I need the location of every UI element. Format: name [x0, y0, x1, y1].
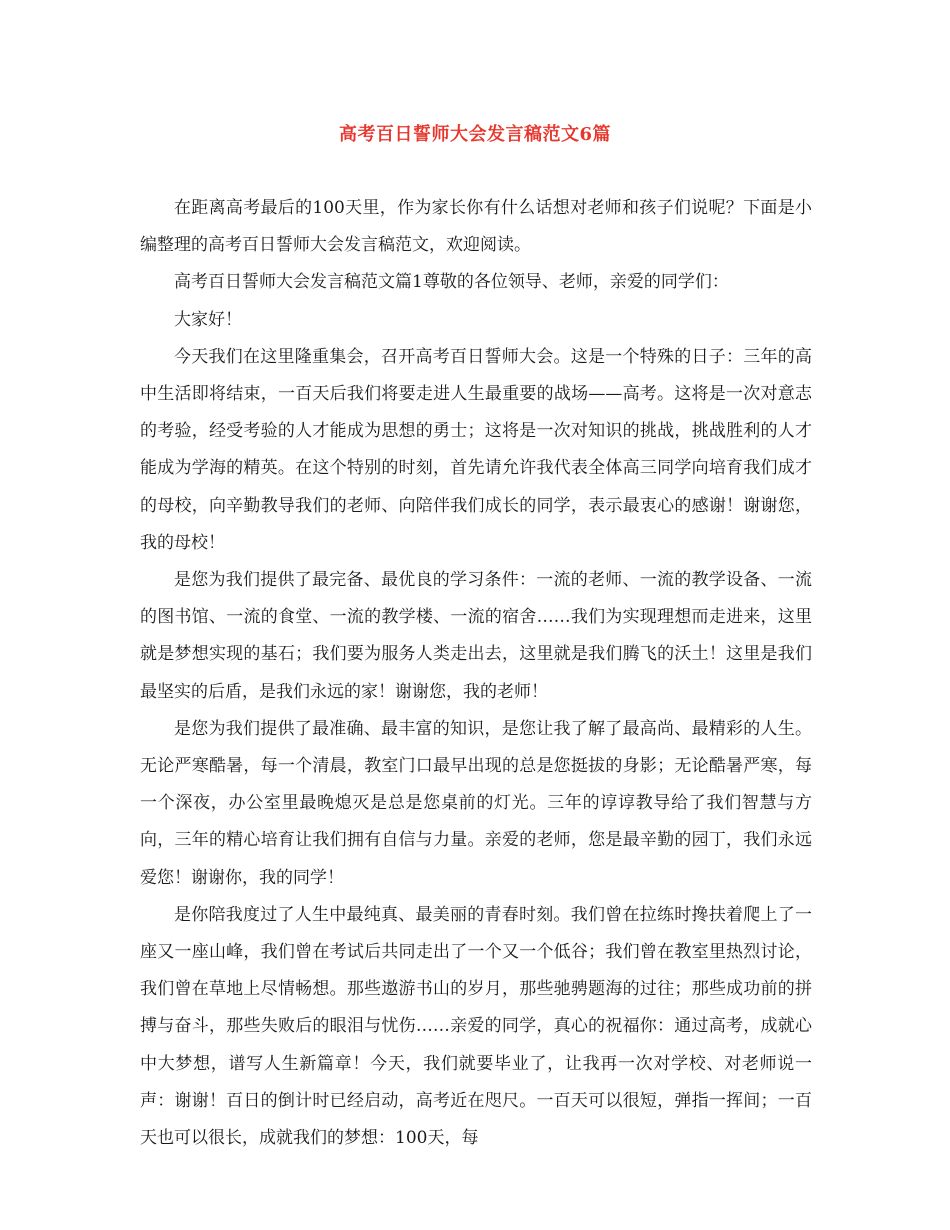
paragraph-greeting: 大家好！: [174, 309, 242, 330]
paragraph-heading: 高考百日誓师大会发言稿范文篇1尊敬的各位领导、老师，亲爱的同学们：: [174, 272, 729, 293]
document-title: 高考百日誓师大会发言稿范文6篇: [338, 124, 612, 145]
paragraph-intro: 在距离高考最后的100天里，作为家长你有什么话想对老师和孩子们说呢？下面是小编整理的高考百日誓师大会发言稿范文，欢迎阅读。: [140, 198, 812, 256]
document-body: [140, 190, 812, 1157]
paragraph: 是你陪我度过了人生中最纯真、最美丽的青春时刻。我们曾在拉练时搀扶着爬上了一座又一座山峰，我们曾在考试后共同走出了一个又一个低谷；我们曾在教室里热烈讨论，我们曾在草地上尽情畅想。那些遨游书山的岁月，那些驰骋题海的过往；那些成功前的拼搏与奋斗，那些失败后的眼泪与忧伤……亲爱的同学，真心的祝福你：通过高考，成就心中大梦想，谱写人生新篇章！今天，我们就要毕业了，让我再一次对学校、对老师说一声：谢谢！百日的倒计时已经启动，高考近在咫尺。一百天可以很短，弹指一挥间；一百天也可以很长，成就我们的梦想：100天，每: [140, 904, 812, 1149]
paragraph: 今天我们在这里隆重集会，召开高考百日誓师大会。这是一个特殊的日子：三年的高中生活即将结束，一百天后我们将要走进人生最重要的战场——高考。这将是一次对意志的考验，经受考验的人才能成为思想的勇士；这将是一次对知识的挑战，挑战胜利的人才能成为学海的精英。在这个特别的时刻，首先请允许我代表全体高三同学向培育我们成才的母校，向辛勤教导我们的老师、向陪伴我们成长的同学，表示最衷心的感谢！谢谢您，我的母校！: [140, 346, 812, 553]
paragraph: 是您为我们提供了最准确、最丰富的知识，是您让我了解了最高尚、最精彩的人生。无论严寒酷暑，每一个清晨，教室门口最早出现的总是您挺拔的身影；无论酷暑严寒，每一个深夜，办公室里最晚熄灭是总是您桌前的灯光。三年的谆谆教导给了我们智慧与方向，三年的精心培育让我们拥有自信与力量。亲爱的老师，您是最辛勤的园丁，我们永远爱您！谢谢你，我的同学！: [140, 718, 812, 888]
paragraph: 是您为我们提供了最完备、最优良的学习条件：一流的老师、一流的教学设备、一流的图书馆、一流的食堂、一流的教学楼、一流的宿舍……我们为实现理想而走进来，这里就是梦想实现的基石；我们要为服务人类走出去，这里就是我们腾飞的沃土！这里是我们最坚实的后盾，是我们永远的家！谢谢您，我的老师！: [140, 570, 812, 702]
